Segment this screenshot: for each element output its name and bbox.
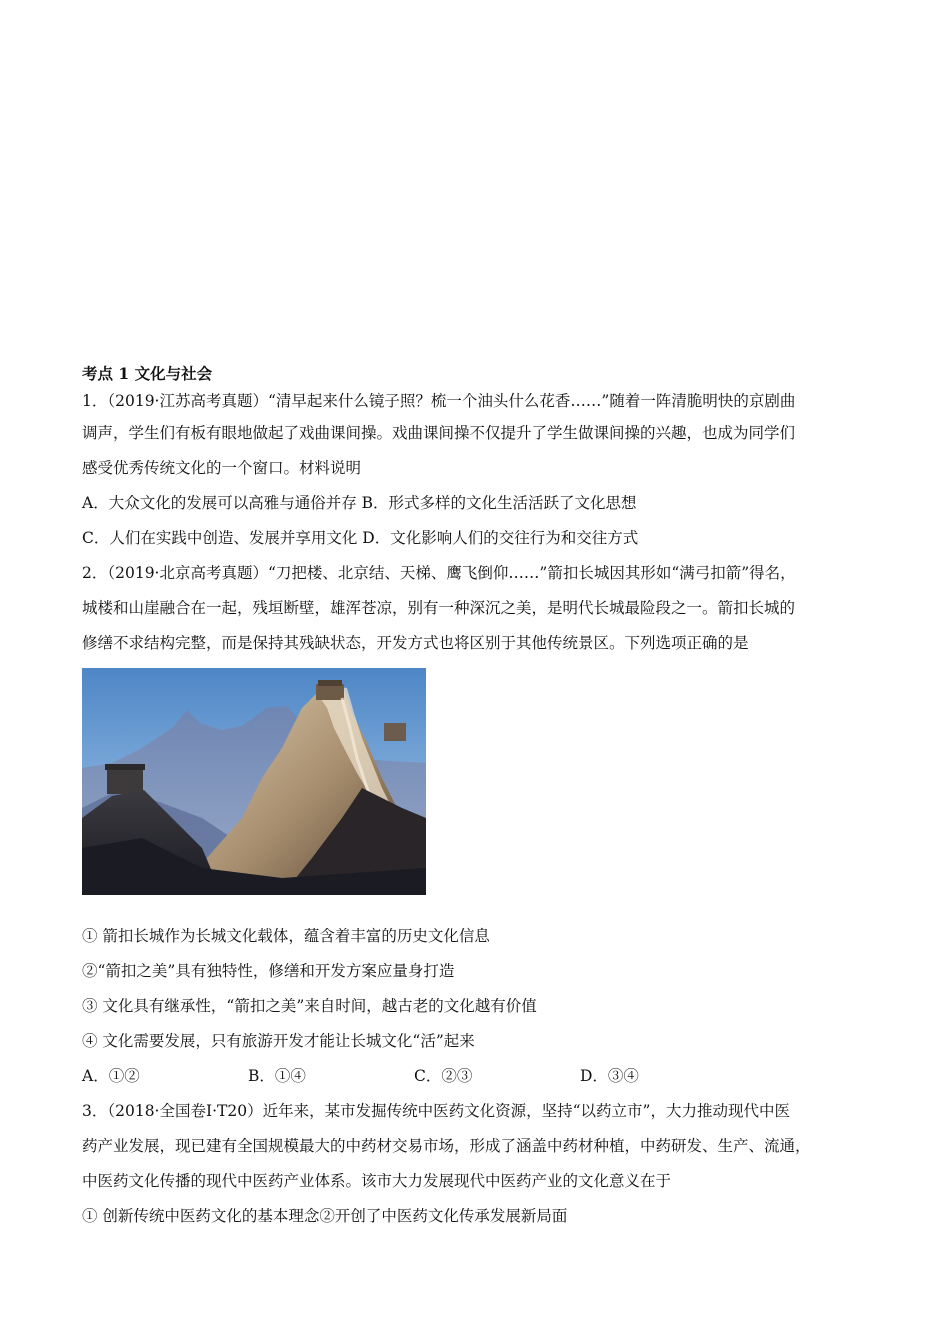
question-3-line: 中医药文化传播的现代中医药产业体系。该市大力发展现代中医药产业的文化意义在于 bbox=[82, 1172, 672, 1190]
question-3-line: 药产业发展，现已建有全国规模最大的中药材交易市场，形成了涵盖中药材种植，中药研发、生产、流通， bbox=[82, 1137, 811, 1155]
question-2 bbox=[82, 556, 882, 1094]
question-2-option-d: D．③④ bbox=[580, 1067, 639, 1085]
question-2-line: 修缮不求结构完整，而是保持其残缺状态，开发方式也将区别于其他传统景区。下列选项正确的是 bbox=[82, 634, 749, 652]
great-wall-photo bbox=[82, 668, 426, 895]
question-2-line: 城楼和山崖融合在一起，残垣断壁，雄浑苍凉，别有一种深沉之美，是明代长城最险段之一。箭扣长城的 bbox=[82, 599, 796, 617]
question-2-option-a: A．①② bbox=[82, 1067, 140, 1085]
question-1 bbox=[82, 386, 882, 556]
question-1-line: 感受优秀传统文化的一个窗口。材料说明 bbox=[82, 459, 362, 477]
question-1-options-cd: C．人们在实践中创造、发展并享用文化 D．文化影响人们的交往行为和交往方式 bbox=[82, 529, 639, 547]
section-title: 考点 1 文化与社会 bbox=[82, 364, 213, 383]
question-1-line: 1．（2019·江苏高考真题）“清早起来什么镜子照？梳一个油头什么花香……”随着一阵清脆明快的京剧曲 bbox=[82, 392, 796, 410]
question-3 bbox=[82, 1094, 882, 1234]
question-2-option-b: B．①④ bbox=[248, 1067, 306, 1085]
question-2-statement: ④ 文化需要发展，只有旅游开发才能让长城文化“活”起来 bbox=[82, 1032, 475, 1050]
question-3-line: 3．（2018·全国卷Ⅰ·T20）近年来，某市发掘传统中医药文化资源，坚持“以药立市”，大力推动现代中医 bbox=[82, 1102, 790, 1120]
question-1-options-ab: A．大众文化的发展可以高雅与通俗并存 B．形式多样的文化生活活跃了文化思想 bbox=[82, 494, 637, 512]
question-2-line: 2．（2019·北京高考真题）“刀把楼、北京结、天梯、鹰飞倒仰……”箭扣长城因其形如“满弓扣箭”得名， bbox=[82, 564, 796, 582]
question-1-line: 调声，学生们有板有眼地做起了戏曲课间操。戏曲课间操不仅提升了学生做课间操的兴趣，也成为同学们 bbox=[82, 424, 796, 442]
question-2-statement: ②“箭扣之美”具有独特性，修缮和开发方案应量身打造 bbox=[82, 962, 455, 980]
question-2-statement: ① 箭扣长城作为长城文化载体，蕴含着丰富的历史文化信息 bbox=[82, 927, 490, 945]
document-page bbox=[82, 362, 882, 1234]
question-2-options bbox=[82, 1059, 882, 1094]
question-3-statement: ① 创新传统中医药文化的基本理念②开创了中医药文化传承发展新局面 bbox=[82, 1207, 568, 1225]
question-2-option-c: C．②③ bbox=[414, 1067, 473, 1085]
question-2-statement: ③ 文化具有继承性，“箭扣之美”来自时间，越古老的文化越有价值 bbox=[82, 997, 537, 1015]
